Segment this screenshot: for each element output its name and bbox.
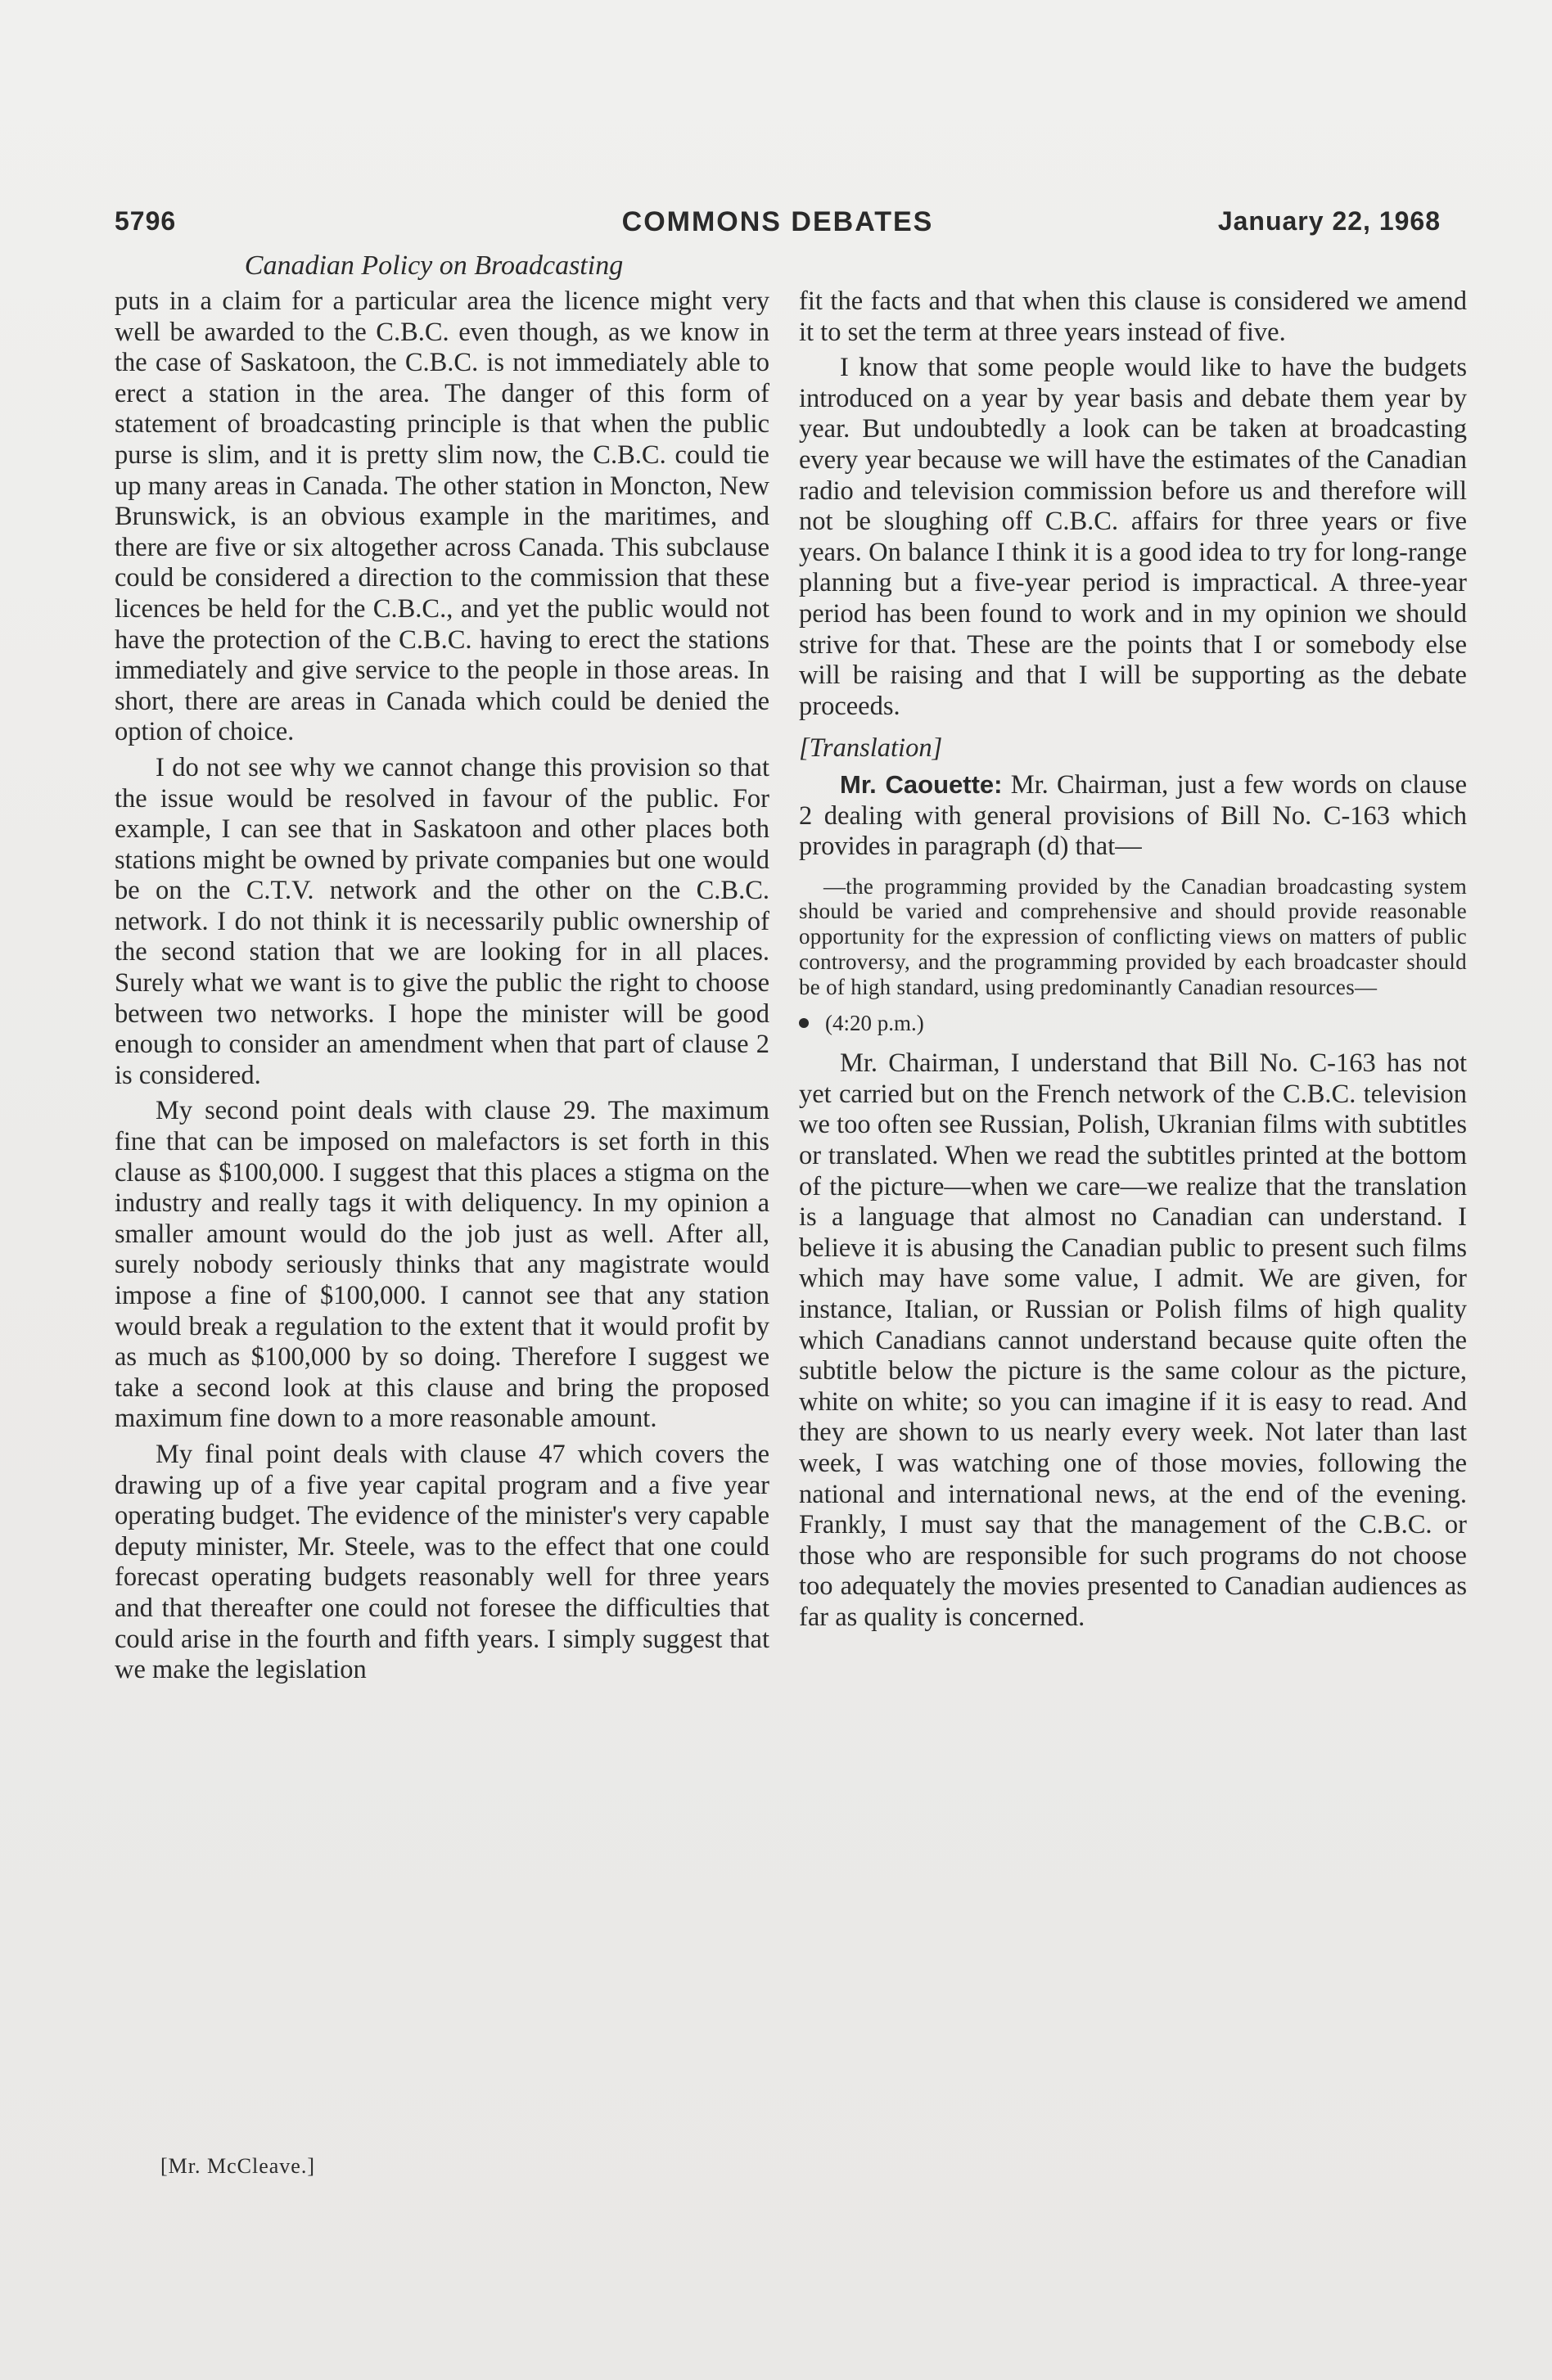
left-column — [115, 286, 769, 1686]
bullet-icon — [799, 1018, 809, 1028]
right-paragraph-2: I know that some people would like to have the budgets introduced on a year by year basis and debate them year by year. But undoubtedly a look can be taken at broadcasting every year because we will have the estimates of the Canadian radio and television commission before us and therefore will not be sloughing off C.B.C. affairs for three years or five years. On balance I think it is a good idea to try for long-range planning but a five-year period is impractical. A three-year period has been found to work and in my opinion we should strive for that. These are the points that I or somebody else will be raising and that I will be supporting as the debate proceeds. — [799, 353, 1467, 721]
caouette-text: Mr. Chairman, just a few words on clause 2 dealing with general provisions of Bill No. C-163 which provides in paragraph (d) that— — [799, 769, 1468, 862]
right-column — [799, 286, 1467, 1634]
left-paragraph-2: I do not see why we cannot change this provision so that the issue would be resolved in favour of the public. For example, I can see that in Saskatoon and other places both stations might be owned by private companies but one would be on the C.T.V. network and the other on the C.B.C. network. I do not think it is necessarily public ownership of the second station that we are looking for in all places. Surely what we want is to give the public the right to choose between two networks. I hope the minister will be good enough to consider an amendment when that part of clause 2 is considered. — [115, 752, 769, 1090]
time-text: (4:20 p.m.) — [825, 1010, 924, 1035]
left-paragraph-3: My second point deals with clause 29. The maximum fine that can be imposed on malefactors is set forth in this clause as $100,000. I suggest that this places a stigma on the industry and really tags it with deliquency. In my opinion a smaller amount would do the job just as well. After all, surely nobody seriously thinks that any magistrate would impose a fine of $100,000. I cannot see that any station would break a regulation to the extent that it would profit by as much as $100,000 by so doing. Therefore I suggest we take a second look at this clause and bring the proposed maximum fine down to a more reasonable amount. — [115, 1096, 769, 1434]
speaker-name: Mr. Caouette: — [840, 769, 1003, 799]
header-date: January 22, 1968 — [1217, 206, 1441, 236]
section-subhead: Canadian Policy on Broadcasting — [244, 250, 624, 281]
speaker-attribution: [Mr. McCleave.] — [160, 2154, 316, 2178]
time-marker — [799, 1008, 1467, 1039]
running-title: COMMONS DEBATES — [621, 206, 934, 237]
page-number: 5796 — [115, 206, 177, 236]
right-paragraph-4: Mr. Chairman, I understand that Bill No. C-163 has not yet carried but on the French network of the C.B.C. television we too often see Russian, Polish, Ukranian films with subtitles or translated. When we read the subtitles printed at the bottom of the picture—when we care—we realize that the translation is a language that almost no Canadian can understand. I believe it is abusing the Canadian public to present such films which may have some value, I admit. We are given, for instance, Italian, or Russian or Polish films of high quality which Canadians cannot understand because quite often the subtitle below the picture is the same colour as the picture, white on white; so you can imagine if it is easy to read. And they are shown to us nearly every week. Not later than last week, I was watching one of those movies, following the national and international news, at the end of the evening. Frankly, I must say that the management of the C.B.C. or those who are responsible for such programs do not choose too adequately the movies presented to Canadian audiences as far as quality is concerned. — [799, 1048, 1467, 1632]
caouette-paragraph — [799, 769, 1467, 863]
translation-label: [Translation] — [799, 733, 943, 764]
right-paragraph-1: fit the facts and that when this clause is considered we amend it to set the term at three years instead of five. — [799, 286, 1467, 347]
left-paragraph-1: puts in a claim for a particular area the licence might very well be awarded to the C.B.C. even though, as we know in the case of Saskatoon, the C.B.C. is not immediately able to erect a station in the area. The danger of this form of statement of broadcasting principle is that when the public purse is slim, and it is pretty slim now, the C.B.C. could tie up many areas in Canada. The other station in Moncton, New Brunswick, is an obvious example in the maritimes, and there are five or six altogether across Canada. This subclause could be considered a direction to the commission that these licences be held for the C.B.C., and yet the public would not have the protection of the C.B.C. having to erect the stations immediately and give service to the people in those areas. In short, there are areas in Canada which could be denied the option of choice. — [115, 286, 769, 747]
bill-quotation: —the programming provided by the Canadian broadcasting system should be varied and comprehensive and should provide reasonable opportunity for the expression of conflicting views on matters of public controversy, and the programming provided by each broadcaster should be of high standard, using predominantly Canadian resources— — [799, 873, 1467, 999]
left-paragraph-4: My final point deals with clause 47 which covers the drawing up of a five year capital program and a five year operating budget. The evidence of the minister's very capable deputy minister, Mr. Steele, was to the effect that one could forecast operating budgets reasonably well for three years and that thereafter one could not foresee the difficulties that could arise in the fourth and fifth years. I simply suggest that we make the legislation — [115, 1439, 769, 1685]
page-header — [115, 206, 1441, 247]
